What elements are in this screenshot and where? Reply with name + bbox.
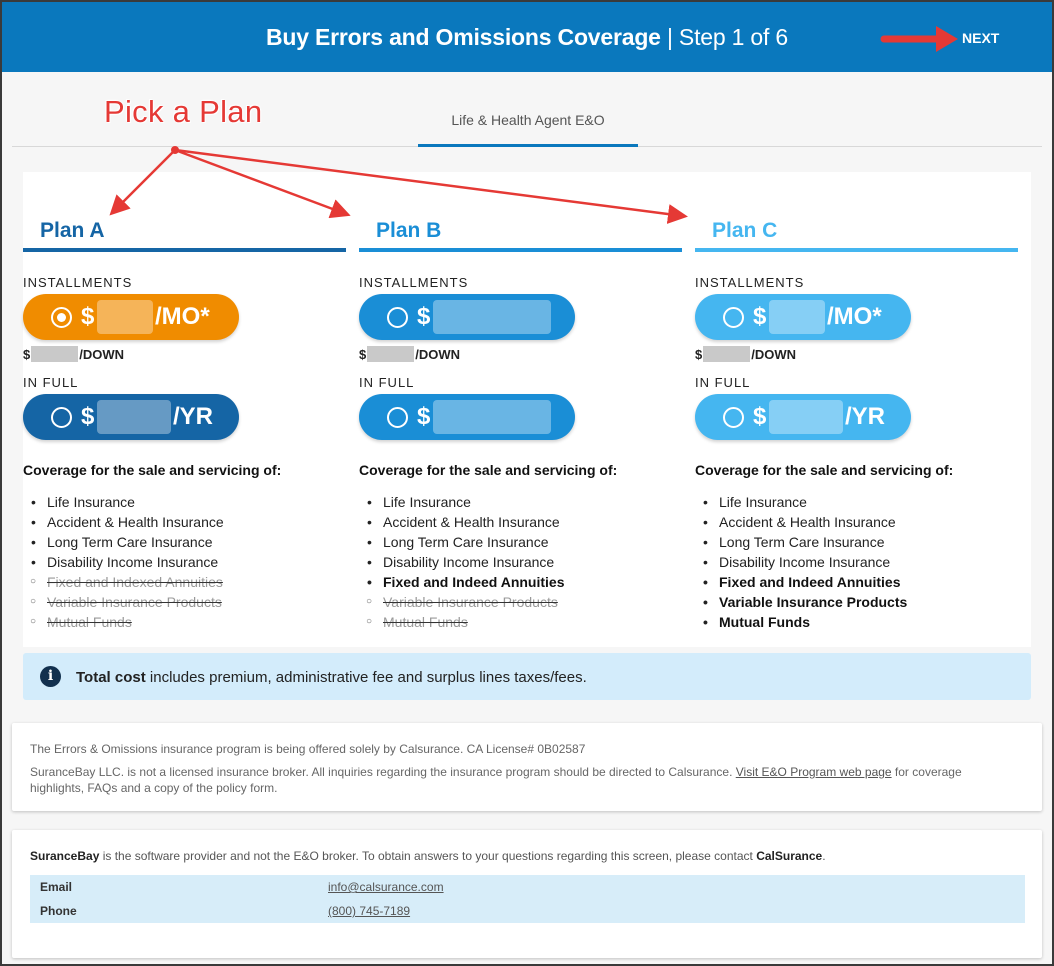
plan-c (695, 172, 1018, 642)
arrow-origin-dot (171, 146, 179, 154)
plan-a (23, 172, 346, 642)
price-prefix: $ (417, 403, 431, 430)
coverage-item: • Disability Income Insurance (23, 552, 224, 572)
redacted-down (367, 346, 414, 362)
price-prefix: $ (417, 303, 431, 330)
coverage-item-excluded: ○ Mutual Funds (359, 612, 565, 632)
coverage-item-included: • Variable Insurance Products (695, 592, 907, 612)
in-full-label: IN FULL (23, 375, 79, 390)
broker-name: CalSurance (756, 849, 823, 863)
contact-card (12, 830, 1042, 958)
contact-intro-end: . (822, 849, 826, 863)
disclaimer-card (12, 723, 1042, 811)
coverage-list (359, 492, 565, 632)
next-button[interactable]: NEXT (962, 30, 1000, 46)
plan-title (359, 216, 682, 252)
down-suffix: /DOWN (415, 347, 461, 362)
coverage-item: • Accident & Health Insurance (695, 512, 907, 532)
redacted-down (703, 346, 750, 362)
price-unit: /YR (845, 403, 886, 430)
step-indicator: Step 1 of 6 (678, 24, 788, 50)
disclaimer-text: SuranceBay LLC. is not a licensed insurance broker. All inquiries regarding the insurance program should be directed to Calsurance. (30, 765, 736, 779)
coverage-item-excluded: ○ Fixed and Indexed Annuities (23, 572, 224, 592)
price-unit: /YR (173, 403, 214, 430)
redacted-price (433, 300, 551, 334)
redacted-price (433, 400, 551, 434)
down-payment (695, 346, 796, 362)
plan-underline (23, 248, 346, 252)
coverage-item-included: • Fixed and Indeed Annuities (359, 572, 565, 592)
disclaimer-line-2 (30, 764, 1015, 796)
contact-row-phone (30, 899, 1025, 923)
plans-panel (23, 172, 1031, 647)
coverage-item: • Disability Income Insurance (359, 552, 565, 572)
down-prefix: $ (359, 347, 367, 362)
contact-label: Email (40, 880, 73, 894)
down-suffix: /DOWN (79, 347, 125, 362)
price-unit: /MO* (827, 303, 882, 330)
installments-label: INSTALLMENTS (23, 275, 133, 290)
coverage-item-excluded: ○ Variable Insurance Products (359, 592, 565, 612)
coverage-item: • Life Insurance (359, 492, 565, 512)
installment-option[interactable] (23, 294, 239, 340)
disclaimer-line-1: The Errors & Omissions insurance program is being offered solely by Calsurance. CA License# 0B02587 (30, 742, 586, 756)
contact-intro (30, 849, 826, 863)
email-link[interactable]: info@calsurance.com (328, 880, 444, 894)
radio-icon[interactable] (387, 307, 408, 328)
info-text (76, 669, 587, 686)
down-prefix: $ (23, 347, 31, 362)
price-prefix: $ (81, 403, 95, 430)
down-payment (23, 346, 124, 362)
coverage-item: • Long Term Care Insurance (359, 532, 565, 552)
plan-name: Plan A (40, 219, 105, 242)
radio-icon[interactable] (723, 307, 744, 328)
coverage-list (695, 492, 907, 632)
down-suffix: /DOWN (751, 347, 797, 362)
down-prefix: $ (695, 347, 703, 362)
coverage-item: • Accident & Health Insurance (359, 512, 565, 532)
radio-icon[interactable] (723, 407, 744, 428)
page-title (2, 24, 1052, 51)
installments-label: INSTALLMENTS (695, 275, 805, 290)
plan-b (359, 172, 682, 642)
coverage-heading: Coverage for the sale and servicing of: (23, 462, 282, 478)
redacted-price (769, 300, 825, 334)
price-prefix: $ (753, 303, 767, 330)
coverage-item-excluded: ○ Variable Insurance Products (23, 592, 224, 612)
installments-label: INSTALLMENTS (359, 275, 469, 290)
redacted-price (769, 400, 843, 434)
coverage-item: • Life Insurance (23, 492, 224, 512)
in-full-label: IN FULL (695, 375, 751, 390)
eo-program-link[interactable]: Visit E&O Program web page (735, 765, 892, 779)
app-frame (2, 2, 1052, 964)
annotation-pick-a-plan: Pick a Plan (104, 94, 263, 129)
provider-name: SuranceBay (30, 849, 100, 863)
coverage-item-included: • Mutual Funds (695, 612, 907, 632)
page-title-main: Buy Errors and Omissions Coverage (266, 24, 661, 50)
plan-title (695, 216, 1018, 252)
disclaimer-text-end: for coverage highlights, FAQs and a copy of the policy form. (30, 765, 962, 795)
page-title-separator: | (660, 24, 679, 50)
redacted-price (97, 300, 153, 334)
coverage-heading: Coverage for the sale and servicing of: (695, 462, 954, 478)
contact-intro-text: is the software provider and not the E&O broker. To obtain answers to your questions regarding this screen, please contact (99, 849, 757, 863)
info-bold: Total cost (76, 669, 146, 686)
info-body: includes premium, administrative fee and surplus lines taxes/fees. (145, 669, 587, 686)
tab-life-health-eo[interactable]: Life & Health Agent E&O (418, 97, 638, 147)
redacted-price (97, 400, 171, 434)
plan-underline (359, 248, 682, 252)
redacted-down (31, 346, 78, 362)
in-full-option[interactable] (23, 394, 239, 440)
phone-link[interactable]: (800) 745-7189 (328, 904, 411, 918)
radio-icon[interactable] (51, 407, 72, 428)
contact-row-email (30, 875, 1025, 899)
plan-underline (695, 248, 1018, 252)
installment-option[interactable] (695, 294, 911, 340)
in-full-label: IN FULL (359, 375, 415, 390)
in-full-option[interactable] (695, 394, 911, 440)
coverage-item: • Long Term Care Insurance (695, 532, 907, 552)
info-icon: i (40, 666, 61, 687)
plan-title (23, 216, 346, 252)
coverage-list (23, 492, 224, 632)
coverage-item: • Life Insurance (695, 492, 907, 512)
plan-name: Plan C (712, 219, 778, 242)
contact-table (30, 875, 1025, 923)
total-cost-info (23, 653, 1031, 700)
coverage-item: • Long Term Care Insurance (23, 532, 224, 552)
radio-selected-icon[interactable] (51, 307, 72, 328)
coverage-item: • Accident & Health Insurance (23, 512, 224, 532)
price-prefix: $ (753, 403, 767, 430)
coverage-item: • Disability Income Insurance (695, 552, 907, 572)
header-bar (2, 2, 1052, 72)
coverage-item-excluded: ○ Mutual Funds (23, 612, 224, 632)
contact-label: Phone (40, 904, 77, 918)
radio-icon[interactable] (387, 407, 408, 428)
coverage-heading: Coverage for the sale and servicing of: (359, 462, 618, 478)
price-prefix: $ (81, 303, 95, 330)
plan-name: Plan B (376, 219, 442, 242)
price-unit: /MO* (155, 303, 210, 330)
in-full-option[interactable] (359, 394, 575, 440)
coverage-item-included: • Fixed and Indeed Annuities (695, 572, 907, 592)
down-payment (359, 346, 460, 362)
installment-option[interactable] (359, 294, 575, 340)
